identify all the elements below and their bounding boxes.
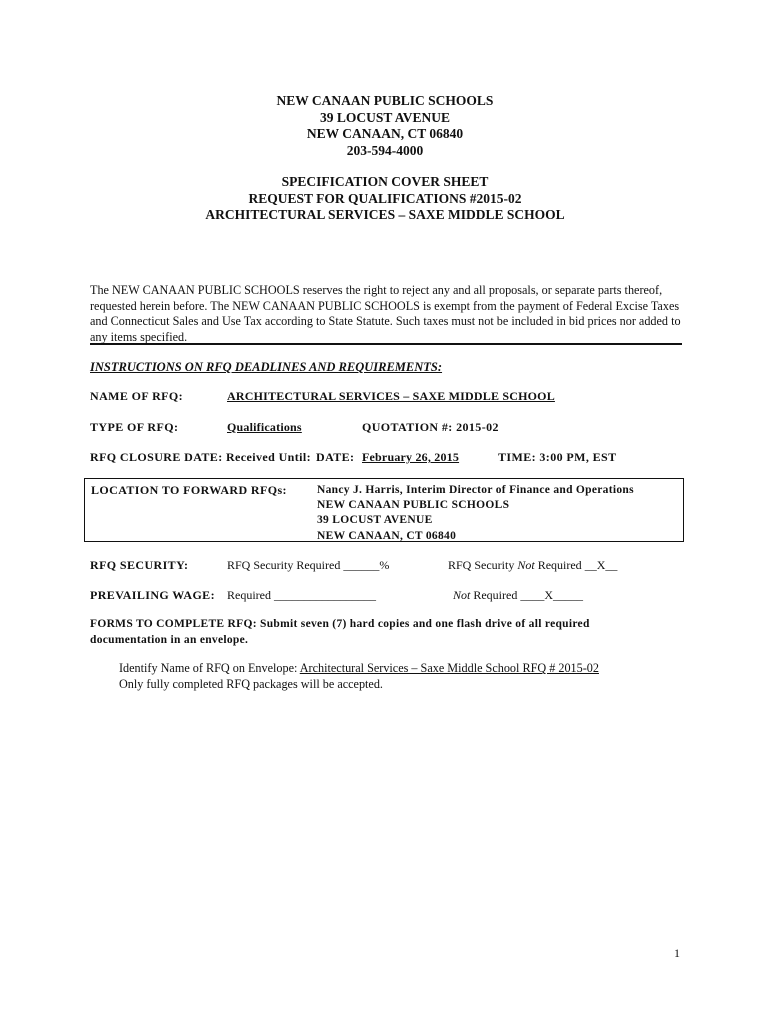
school-header — [0, 93, 770, 159]
location-label: LOCATION TO FORWARD RFQs: — [91, 483, 287, 497]
wage-label: PREVAILING WAGE: — [90, 588, 215, 602]
location-city: NEW CANAAN, CT 06840 — [317, 529, 457, 542]
school-city: NEW CANAAN, CT 06840 — [306, 126, 464, 141]
instructions-heading: INSTRUCTIONS ON RFQ DEADLINES AND REQUIREMENTS: — [90, 360, 443, 374]
forms-instructions: FORMS TO COMPLETE RFQ: Submit seven (7) hard copies and one flash drive of all required documentation in an envelope. — [90, 618, 590, 646]
location-contact: Nancy J. Harris, Interim Director of Finance and Operations — [317, 484, 634, 496]
closure-date-label: DATE: — [316, 450, 355, 464]
type-of-rfq-label: TYPE OF RFQ: — [90, 420, 179, 434]
closure-row — [90, 450, 311, 465]
security-not-mark: __X__ — [584, 558, 618, 572]
closure-date-wrap — [362, 450, 459, 465]
location-street: 39 LOCUST AVENUE — [317, 514, 433, 527]
wage-not-word: Not — [453, 588, 471, 602]
wage-row — [90, 588, 215, 603]
security-not-word: Not — [517, 558, 535, 572]
security-row — [90, 558, 188, 573]
page-number: 1 — [674, 946, 680, 960]
name-of-rfq-value-wrap — [227, 389, 555, 404]
envelope-line-2: Only fully completed RFQ packages will be accepted. — [119, 677, 383, 691]
security-not-prefix: RFQ Security — [448, 558, 518, 572]
envelope-instructions — [119, 660, 599, 692]
location-address — [317, 483, 634, 544]
type-of-rfq-value: Qualifications — [227, 420, 302, 434]
school-phone: 203-594-4000 — [346, 142, 424, 158]
project-title: ARCHITECTURAL SERVICES – SAXE MIDDLE SCHOOL — [205, 207, 565, 222]
wage-not-required — [453, 588, 583, 603]
wage-required: Required _________________ — [227, 588, 376, 602]
closure-label: RFQ CLOSURE DATE: Received Until: — [90, 450, 311, 464]
envelope-rfq-name: Architectural Services – Saxe Middle School RFQ # 2015-02 — [299, 661, 599, 675]
intro-paragraph: The NEW CANAAN PUBLIC SCHOOLS reserves the right to reject any and all proposals, or separate parts thereof, requested herein before. The NEW CANAAN PUBLIC SCHOOLS is exempt from the payment of Federal Excise Taxes and Connecticut Sales and Use Tax according to State Statute. Such taxes must not be included in bid prices nor added to any items specified. — [90, 283, 681, 344]
name-of-rfq-row — [90, 389, 183, 404]
location-org: NEW CANAAN PUBLIC SCHOOLS — [317, 499, 510, 512]
security-not-required — [448, 558, 617, 573]
wage-not-suffix: Required — [470, 588, 521, 602]
school-name: NEW CANAAN PUBLIC SCHOOLS — [276, 93, 494, 108]
closure-date-value: February 26, 2015 — [362, 450, 460, 464]
envelope-prefix: Identify Name of RFQ on Envelope: — [119, 661, 300, 675]
security-required: RFQ Security Required ______% — [227, 558, 390, 572]
spec-title-block — [0, 174, 770, 224]
rfq-number-title: REQUEST FOR QUALIFICATIONS #2015-02 — [248, 190, 522, 206]
security-label: RFQ SECURITY: — [90, 558, 189, 572]
wage-not-mark: ____X_____ — [520, 588, 584, 602]
location-box — [84, 478, 684, 542]
name-of-rfq-value: ARCHITECTURAL SERVICES – SAXE MIDDLE SCHOOL — [227, 389, 555, 403]
type-of-rfq-value-wrap — [227, 420, 302, 435]
envelope-line-1 — [119, 660, 599, 676]
section-divider — [90, 343, 682, 345]
security-not-suffix: Required — [534, 558, 585, 572]
spec-title: SPECIFICATION COVER SHEET — [281, 174, 489, 189]
closure-time: TIME: 3:00 PM, EST — [498, 450, 617, 464]
name-of-rfq-label: NAME OF RFQ: — [90, 389, 184, 403]
school-street: 39 LOCUST AVENUE — [319, 109, 451, 125]
quotation-number: QUOTATION #: 2015-02 — [362, 420, 499, 434]
type-of-rfq-row — [90, 420, 178, 435]
